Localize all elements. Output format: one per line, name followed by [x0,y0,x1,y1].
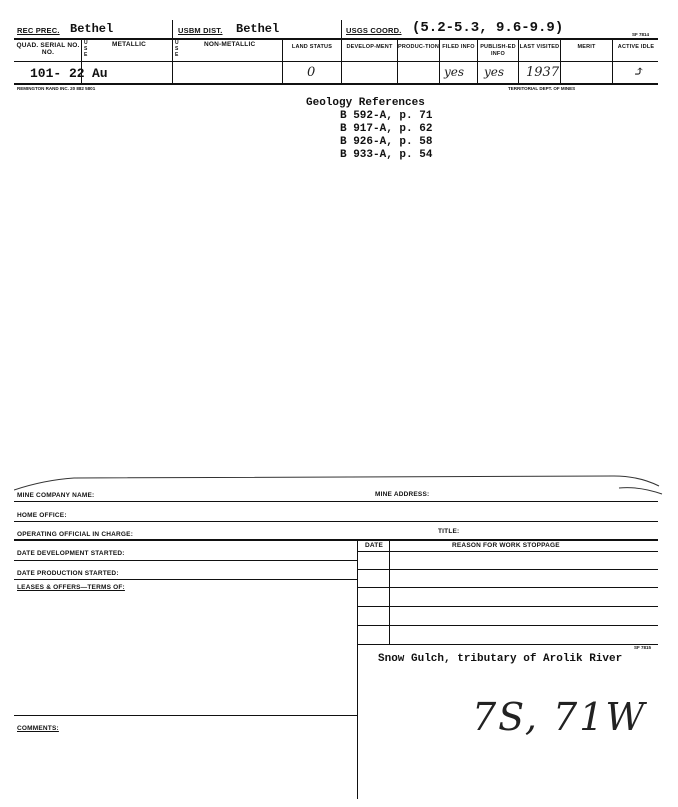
top-form-number: SF 7814 [632,32,650,37]
col-last-visited: LAST VISITED [519,44,560,50]
col-merit: MERIT [577,44,596,50]
card-edge-curve [14,472,664,496]
col-use-nonmetallic: U S E [175,40,179,58]
handwritten-township-range: 7S, 71W [472,695,647,739]
bottom-form-number: SF 7815 [634,645,652,650]
filed-info-value: yes [444,65,465,79]
col-development: DEVELOP-MENT [346,44,393,50]
last-visited-value: 1937 [526,65,560,80]
date-development-label: DATE DEVELOPMENT STARTED: [17,550,125,557]
geology-ref: B 926-A, p. 58 [340,136,433,148]
operating-official-label: OPERATING OFFICIAL IN CHARGE: [17,531,134,538]
col-use-metallic: U S E [84,40,88,58]
mine-company-name-label: MINE COMPANY NAME: [17,492,95,499]
top-footer-left: REMINGTON RAND INC. 20 882 5801 [17,86,96,91]
metallic-value: Au [92,66,108,81]
col-production: PRODUC-TION [398,44,440,50]
active-idle-mark: ⤴ [633,64,645,80]
rec-prec-label: REC PREC. [17,26,60,35]
published-info-value: yes [484,65,505,79]
usbm-dist-label: USBM DIST. [178,26,223,35]
reason-column-label: REASON FOR WORK STOPPAGE [452,542,560,549]
rec-prec-value: Bethel [70,22,114,36]
date-column-label: DATE [365,542,384,549]
col-filed-info: FILED INFO [442,44,475,50]
usbm-dist-value: Bethel [236,22,280,36]
usgs-coord-label: USGS COORD. [346,26,402,35]
geology-ref: B 933-A, p. 54 [340,149,433,161]
location-note: Snow Gulch, tributary of Arolik River [378,653,623,665]
comments-label: COMMENTS: [17,725,59,732]
col-land-status: LAND STATUS [291,44,333,50]
geology-ref: B 592-A, p. 71 [340,110,433,122]
col-non-metallic: NON-METALLIC [204,41,256,48]
mine-address-label: MINE ADDRESS: [375,491,430,498]
col-active-idle: ACTIVE IDLE [617,44,655,50]
col-published-info: PUBLISH-ED INFO [480,44,516,57]
top-footer-right: TERRITORIAL DEPT. OF MINES [508,86,576,91]
title-label: TITLE: [438,528,460,535]
quad-serial-value: 101- 22 [30,66,85,81]
col-metallic: METALLIC [112,41,146,48]
geology-title: Geology References [306,97,425,109]
home-office-label: HOME OFFICE: [17,512,67,519]
date-production-label: DATE PRODUCTION STARTED: [17,570,119,577]
col-quad-serial: QUAD. SERIAL NO. NO. [16,42,80,56]
land-status-value: 0 [307,65,316,80]
usgs-coord-value: (5.2-5.3, 9.6-9.9) [412,20,564,36]
geology-ref: B 917-A, p. 62 [340,123,433,135]
leases-offers-label: LEASES & OFFERS—TERMS OF: [17,584,125,591]
